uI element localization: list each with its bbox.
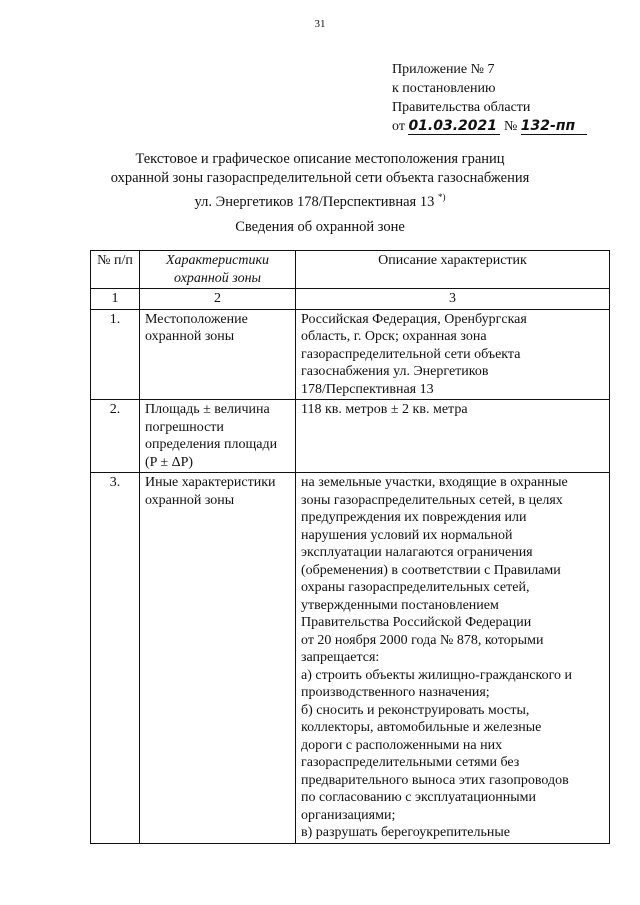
desc-line: зоны газораспределительных сетей, в целях [301, 492, 563, 508]
desc-line: на земельные участки, входящие в охранные [301, 475, 568, 490]
desc-line: запрещается: [301, 650, 380, 665]
index-row [91, 289, 610, 310]
desc-line: производственного назначения; [301, 685, 490, 700]
desc-line: область, г. Орск; охранная зона [301, 329, 487, 344]
table-row [91, 400, 610, 473]
desc-line: Российская Федерация, Оренбургская [301, 311, 527, 327]
title-line-2: охранной зоны газораспределительной сети объекта газоснабжения [110, 170, 530, 186]
index-cell: 1 [91, 289, 140, 310]
row-name: Площадь ± величина погрешности определения площади (P ± ΔP) [140, 400, 296, 473]
desc-line: по согласованию с эксплуатационными [301, 790, 536, 805]
desc-line: дороги с расположенными на них [301, 737, 503, 753]
desc-line: предварительного выноса этих газопроводов [301, 772, 569, 788]
row-number: 1. [91, 309, 140, 400]
title-line-1: Текстовое и графическое описание местоположения границ [135, 151, 505, 167]
header-description: Описание характеристик [296, 251, 610, 289]
index-cell: 2 [140, 289, 296, 310]
desc-line: эксплуатации налагаются ограничения [301, 545, 533, 560]
desc-line: газораспределительной сети объекта [301, 346, 521, 362]
handwritten-number: 132-пп [521, 119, 587, 135]
page-number: 31 [314, 18, 326, 30]
document-title [0, 150, 640, 212]
appendix-line-2: к постановлению [392, 81, 496, 96]
desc-line: предупреждения их повреждения или [301, 510, 527, 525]
index-cell: 3 [296, 289, 610, 310]
desc-line: организациями; [301, 807, 396, 823]
row-name: Местоположение охранной зоны [140, 309, 296, 400]
row-description [296, 400, 610, 473]
table-row [91, 309, 610, 400]
handwritten-date: 01.03.2021 [408, 119, 500, 135]
header-row [91, 251, 610, 289]
row-number: 2. [91, 400, 140, 473]
appendix-block [392, 60, 587, 136]
appendix-line-1: Приложение № 7 [392, 62, 495, 77]
from-label: от [392, 119, 405, 134]
desc-line: утвержденными постановлением [301, 597, 499, 613]
title-line-3 [0, 188, 640, 212]
header-characteristics: Характеристики охранной зоны [140, 251, 296, 289]
number-label: № [503, 119, 518, 134]
desc-line: 118 кв. метров ± 2 кв. метра [301, 402, 468, 417]
desc-line: газоснабжения ул. Энергетиков [301, 364, 489, 379]
title-line-3-text: ул. Энергетиков 178/Перспективная 13 [194, 194, 435, 210]
footnote-mark: *) [437, 192, 446, 202]
desc-line: газораспределительными сетями без [301, 755, 520, 770]
desc-line: Правительства Российской Федерации [301, 615, 532, 630]
appendix-line-3: Правительства области [392, 100, 531, 115]
desc-line: нарушения условий их нормальной [301, 527, 513, 543]
row-name: Иные характеристики охранной зоны [140, 473, 296, 844]
desc-line: 178/Перспективная 13 [301, 381, 434, 397]
zone-table [90, 250, 610, 844]
header-num: № п/п [91, 251, 140, 289]
table-row [91, 473, 610, 844]
desc-line: в) разрушать берегоукрепительные [301, 825, 511, 840]
row-description [296, 309, 610, 400]
desc-line: а) строить объекты жилищно-гражданского и [301, 667, 572, 683]
row-description [296, 473, 610, 844]
appendix-date-line [392, 117, 587, 136]
desc-line: (обременения) в соответствии с Правилами [301, 562, 561, 578]
desc-line: от 20 ноября 2000 года № 878, которыми [301, 632, 544, 648]
desc-line: б) сносить и реконструировать мосты, [301, 702, 530, 718]
desc-line: охраны газораспределительных сетей, [301, 580, 530, 595]
desc-line: коллекторы, автомобильные и железные [301, 720, 542, 735]
row-number: 3. [91, 473, 140, 844]
section-title: Сведения об охранной зоне [235, 219, 405, 235]
